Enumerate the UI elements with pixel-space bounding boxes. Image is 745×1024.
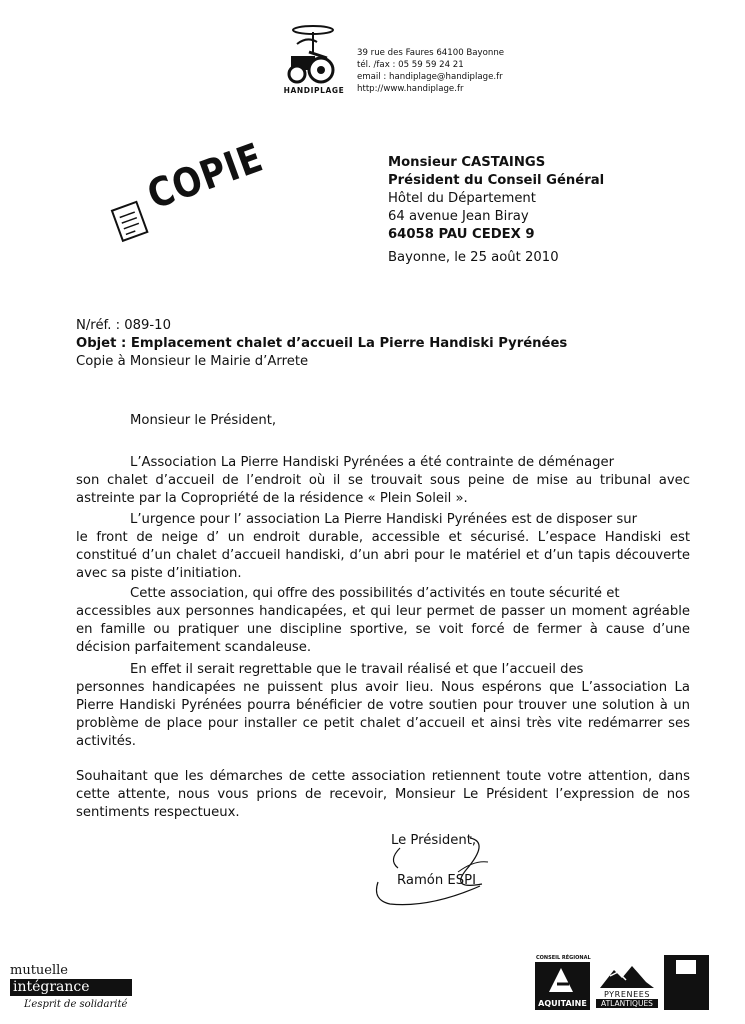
pyrenees-mountains-icon [596,962,658,990]
recipient-block [388,154,604,244]
reference-block [76,317,567,371]
paragraph-4-rest: personnes handicapées ne puissent plus avoir lieu. Nous espérons que L’association La Pierre Handiski Pyrénées pourra bénéficier de votre soutien pour trouver une solution à un problème de place pour installer ce petit chalet d’accueil et ainsi très vite redémarrer ses activités. [76,680,690,749]
recipient-address-1: Hôtel du Département [388,191,536,206]
paragraph-1-first-line: L’Association La Pierre Handiski Pyrénées a été contrainte de déménager [130,455,615,470]
paragraph-3 [76,585,690,657]
recipient-title: Président du Conseil Général [388,173,605,188]
recipient-name: Monsieur CASTAINGS [388,155,546,170]
contact-block [357,47,504,95]
signatory-name: Ramón ESPI [397,873,476,888]
copy-line: Copie à Monsieur le Mairie d’Arrete [76,354,309,369]
paragraph-5: Souhaitant que les démarches de cette association retiennent toute votre attention, dans cette attente, nous vous prions de recevoir, Monsieur Le Président l’expression de nos sentiments respectueux. [76,769,690,820]
atlantiques-text: ATLANTIQUES [596,999,658,1008]
integrance-slogan: L’esprit de solidarité [24,999,128,1010]
paragraph-3-rest: accessibles aux personnes handicapées, et qui leur permet de passer un moment agréable en famille ou pratiquer une discipline sportive, se voit forcé de fermer à cause d’une décision parfaitement scandaleuse. [76,604,690,655]
paragraph-2-rest: le front de neige d’ un endroit durable, accessible et sécurisé. L’espace Handiski est constitué d’un chalet d’accueil handiski, d’un abri pour le matériel et d’un tapis découverte avec sa piste d’initiation. [76,530,690,581]
website: http://www.handiplage.fr [357,84,464,94]
reference-number: N/réf. : 089-10 [76,318,171,333]
conseil-regional-label: CONSEIL RÉGIONAL [536,955,591,961]
subject-line: Objet : Emplacement chalet d’accueil La Pierre Handiski Pyrénées [76,336,568,351]
integrance-logo: intégrance [10,979,132,996]
address: 39 rue des Faures 64100 Bayonne [357,48,505,58]
republique-francaise-logo [664,955,709,1010]
paragraph-4-first-line: En effet il serait regrettable que le travail réalisé et que l’accueil des [130,662,584,677]
phone: tél. /fax : 05 59 59 24 21 [357,60,464,70]
paragraph-1 [76,454,690,508]
salutation: Monsieur le Président, [130,413,277,428]
mutuelle-label: mutuelle [10,963,68,978]
aquitaine-logo [535,962,590,1010]
paragraph-2 [76,511,690,583]
pyrenees-text: PYRENEES [603,990,651,999]
logo-wordmark: HANDIPLAGE [283,86,345,95]
stamp-text: COPIE [141,134,270,219]
aquitaine-emblem-icon [535,962,590,996]
copy-stamp [84,124,286,273]
paragraph-1-rest: son chalet d’accueil de l’endroit où il se trouvait sous peine de mise au tribunal avec astreinte par la Copropriété de la résidence « Plein Soleil ». [76,473,690,506]
document-stamp-icon [107,197,155,247]
paragraph-2-first-line: L’urgence pour l’ association La Pierre Handiski Pyrénées est de disposer sur [130,512,637,527]
aquitaine-text: AQUITAINE [538,999,587,1008]
paragraph-4 [76,661,690,751]
recipient-address-2: 64 avenue Jean Biray [388,209,529,224]
signatory-title: Le Président, [391,833,477,848]
letter-date: Bayonne, le 25 août 2010 [388,250,559,265]
email: email : handiplage@handiplage.fr [357,72,503,82]
recipient-address-3: 64058 PAU CEDEX 9 [388,227,535,242]
flag-icon [676,960,696,974]
beach-wheelchair-icon [283,22,345,86]
paragraph-3-first-line: Cette association, qui offre des possibilités d’activités en toute sécurité et [130,586,620,601]
